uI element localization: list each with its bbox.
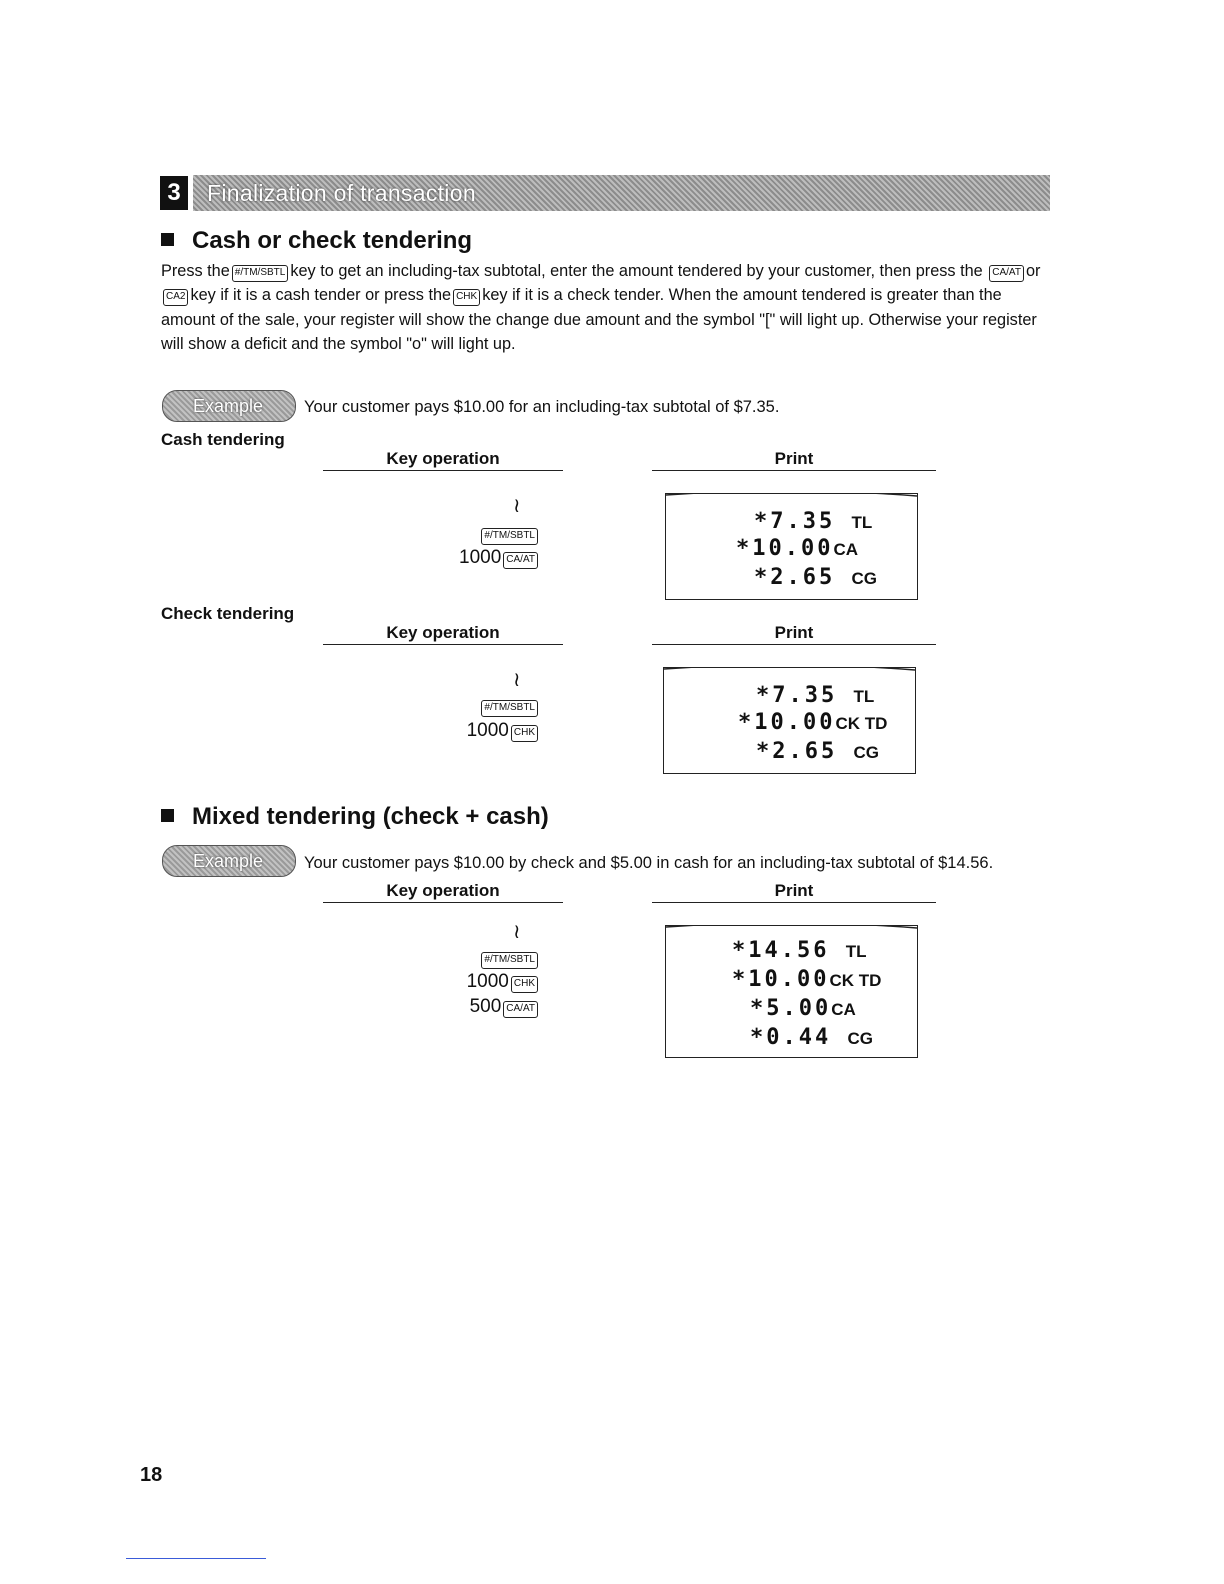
- heading-mixed-tendering: Mixed tendering (check + cash): [161, 802, 549, 832]
- key-sequence-line: [440, 946, 540, 970]
- receipt-line: *10.00CK TD: [732, 967, 882, 992]
- receipt-line: *7.35 TL: [756, 683, 875, 708]
- key-ca-at-icon: CA/AT: [503, 1001, 538, 1018]
- example-description: Your customer pays $10.00 for an including-tax subtotal of $7.35.: [304, 398, 780, 416]
- receipt-line: *5.00CA: [750, 996, 856, 1021]
- print-header: Print: [652, 448, 936, 471]
- receipt-line: *10.00CA: [736, 536, 859, 561]
- receipt-print: [665, 925, 918, 1058]
- key-sequence-line: [440, 694, 540, 718]
- bullet-square-icon: [161, 809, 174, 822]
- example-badge-label: Example: [192, 851, 264, 871]
- key-operation-header: Key operation: [323, 622, 563, 645]
- check-tendering-label: Check tendering: [161, 604, 295, 623]
- section-number: 3: [160, 176, 188, 210]
- change-symbol: [: [765, 310, 770, 329]
- receipt-line: *2.65 CG: [754, 565, 877, 590]
- example-description: Your customer pays $10.00 by check and $5.00 in cash for an including-tax subtotal of $14.56.: [304, 854, 994, 872]
- receipt-curl-icon: [664, 668, 915, 682]
- receipt-line: *10.00CK TD: [738, 710, 888, 735]
- key-sequence-line: 1000 CA/AT: [420, 546, 540, 570]
- receipt-line: *2.65 CG: [756, 739, 879, 764]
- squiggle-icon: ≀: [513, 921, 521, 943]
- squiggle-icon: ≀: [513, 669, 521, 691]
- key-sequence-line: 1000 CHK: [420, 970, 540, 994]
- key-tm-sbtl-icon: #/TM/SBTL: [481, 952, 538, 969]
- squiggle-icon: ≀: [513, 495, 521, 517]
- receipt-line: *0.44 CG: [750, 1025, 873, 1050]
- receipt-curl-icon: [666, 494, 917, 508]
- receipt-line: *7.35 TL: [754, 509, 873, 534]
- key-tm-sbtl-icon: #/TM/SBTL: [481, 700, 538, 717]
- receipt-print: [663, 667, 916, 774]
- receipt-line: *14.56 TL: [732, 938, 867, 963]
- key-sequence-line: [440, 522, 540, 546]
- footer-rule: [126, 1558, 266, 1559]
- key-sequence-line: 500 CA/AT: [420, 995, 540, 1019]
- print-header: Print: [652, 622, 936, 645]
- example-badge-label: Example: [192, 396, 264, 416]
- page-number: 18: [140, 1464, 163, 1486]
- key-tm-sbtl-icon: #/TM/SBTL: [481, 528, 538, 545]
- deficit-symbol: o: [412, 334, 422, 353]
- heading-cash-or-check: Cash or check tendering: [161, 226, 472, 256]
- key-ca-at-icon: CA/AT: [503, 552, 538, 569]
- key-ca2-icon: CA2: [163, 289, 188, 306]
- key-operation-header: Key operation: [323, 880, 563, 903]
- key-chk-icon: CHK: [511, 976, 538, 993]
- key-ca-at-icon: CA/AT: [989, 265, 1024, 282]
- key-tm-sbtl-icon: #/TM/SBTL: [232, 265, 289, 282]
- cash-tendering-label: Cash tendering: [161, 430, 285, 449]
- key-sequence-line: 1000 CHK: [420, 719, 540, 743]
- section-title: Finalization of transaction: [207, 180, 476, 206]
- key-chk-icon: CHK: [511, 725, 538, 742]
- bullet-square-icon: [161, 233, 174, 246]
- receipt-print: [665, 493, 918, 600]
- key-operation-header: Key operation: [323, 448, 563, 471]
- print-header: Print: [652, 880, 936, 903]
- key-chk-icon: CHK: [453, 289, 480, 306]
- instruction-paragraph: Press the #/TM/SBTL key to get an including-tax subtotal, enter the amount tendered by your customer, then press the CA/AT orCA2 key if it is a cash tender or press the CHK key if it is a check tender. When the amount tendered is greater than the amount of the sale, your register will show the change due amount and the symbol "[" will light up. Otherwise your register will show a deficit and the symbol "o" will light up.: [161, 262, 1041, 353]
